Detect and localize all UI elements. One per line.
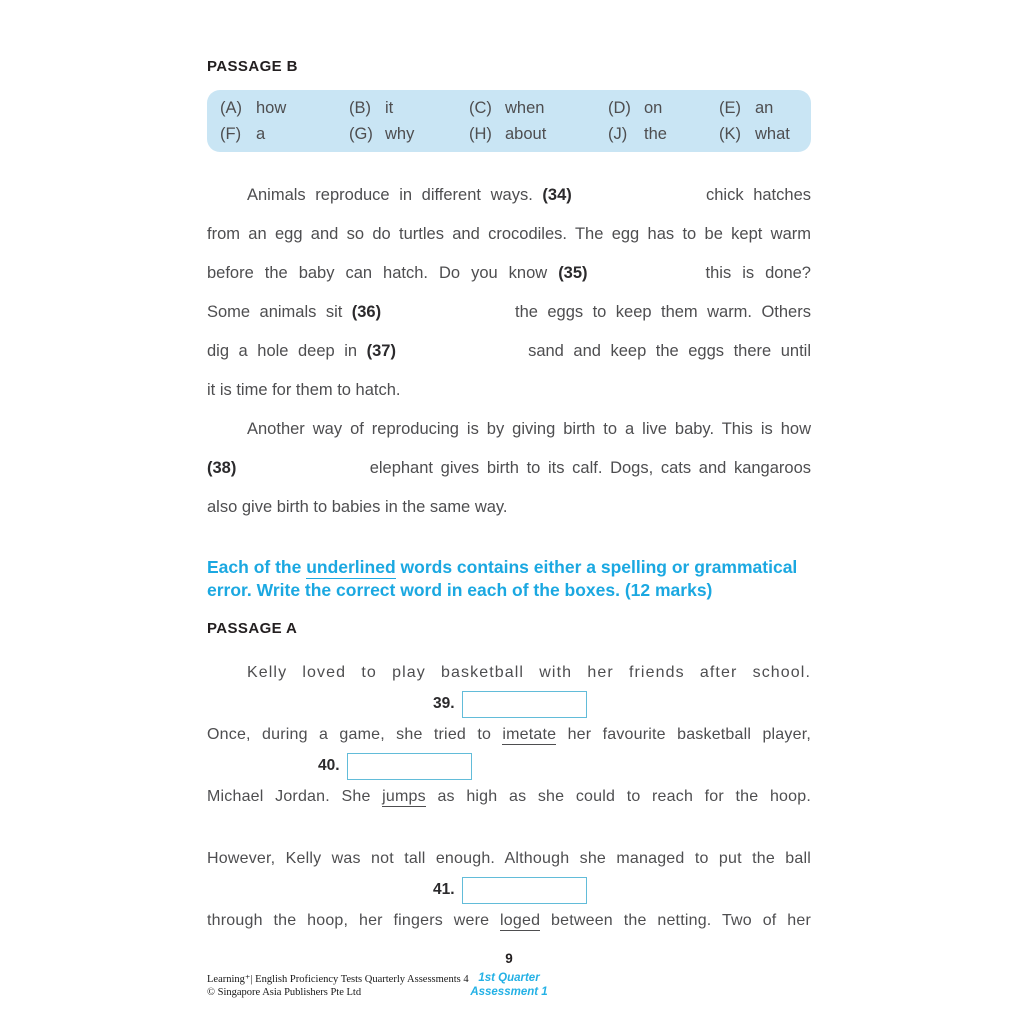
question-number: (35) [558, 264, 599, 282]
option-letter: (G) [349, 124, 373, 143]
text-span: error. Write the correct word in each of the boxes. (12 marks) [207, 579, 713, 600]
option-letter: (B) [349, 98, 371, 117]
page-number: 9 [505, 951, 513, 966]
text-line [207, 784, 811, 810]
text-line [207, 410, 811, 449]
underlined-word: jumps [382, 788, 426, 805]
option-letter: (A) [220, 98, 242, 117]
answer-box[interactable] [347, 753, 472, 780]
word-bank-option [349, 95, 469, 121]
answer-box[interactable] [462, 877, 587, 904]
text-line [207, 810, 811, 846]
option-letter: (F) [220, 124, 242, 143]
option-word: a [256, 124, 266, 143]
option-letter: (E) [719, 98, 741, 117]
text-span: it is time for them to hatch. [207, 381, 401, 399]
word-bank-option [349, 121, 469, 147]
correction-row [433, 876, 811, 904]
option-letter: (K) [719, 124, 741, 143]
option-word: it [385, 98, 394, 117]
text-span: sand and keep the eggs there until [528, 342, 811, 360]
text-line [207, 846, 811, 872]
text-line [207, 254, 811, 293]
option-word: on [644, 98, 663, 117]
text-line [207, 722, 811, 748]
text-span: words contains either a spelling or grammatical [400, 557, 798, 577]
question-number: (38) [207, 459, 245, 477]
option-word: when [505, 98, 545, 117]
answer-blank[interactable] [599, 263, 695, 278]
text-span: as high as she could to reach for the hoop. [437, 788, 811, 805]
footer-quarter-line1: 1st Quarter [478, 972, 540, 984]
text-line [207, 215, 811, 254]
option-word: what [755, 124, 790, 143]
question-number: (37) [366, 342, 406, 360]
option-word: the [644, 124, 667, 143]
underlined-word: loged [500, 912, 541, 929]
passage-b-text [207, 176, 811, 527]
question-number: 39. [433, 695, 455, 712]
passage-b-heading: PASSAGE B [207, 58, 298, 75]
option-letter: (D) [608, 98, 631, 117]
question-number: (34) [542, 186, 582, 204]
footer-credit [207, 973, 469, 999]
answer-blank[interactable] [244, 458, 362, 473]
correction-row [433, 690, 811, 718]
instruction-heading [207, 556, 811, 601]
text-span: from an egg and so do turtles and crocodiles. The egg has to be kept warm [207, 225, 811, 243]
text-span: chick hatches [706, 186, 811, 204]
answer-blank[interactable] [581, 185, 696, 200]
text-line [207, 449, 811, 488]
passage-a-heading: PASSAGE A [207, 620, 298, 637]
word-bank-option [220, 95, 349, 121]
text-line [207, 556, 811, 579]
text-line [207, 908, 811, 934]
text-line [207, 579, 811, 602]
answer-box[interactable] [462, 691, 587, 718]
word-bank-option [608, 95, 719, 121]
text-span: dig a hole deep in [207, 342, 367, 360]
question-number: (36) [351, 303, 391, 321]
option-letter: (H) [469, 124, 492, 143]
option-word: why [385, 124, 415, 143]
option-word: about [505, 124, 547, 143]
passage-a-text [207, 660, 811, 934]
answer-blank[interactable] [391, 302, 506, 317]
text-line [207, 176, 811, 215]
text-span: Animals reproduce in different ways. [247, 186, 543, 204]
text-line [207, 660, 811, 686]
underlined-word: underlined [306, 557, 396, 577]
underlined-word: imetate [502, 726, 557, 743]
word-bank-option [608, 121, 719, 147]
text-span: the eggs to keep them warm. Others [514, 303, 811, 321]
text-span: also give birth to babies in the same way. [207, 498, 508, 516]
word-bank-option [719, 95, 811, 121]
word-bank-option [469, 121, 608, 147]
word-bank-option [220, 121, 349, 147]
text-span: through the hoop, her fingers were [207, 912, 501, 929]
text-line [207, 293, 811, 332]
correction-row [318, 752, 811, 780]
option-word: an [755, 98, 774, 117]
text-span: her favourite basketball player, [567, 726, 811, 743]
text-span: However, Kelly was not tall enough. Although she managed to put the ball [207, 850, 811, 867]
footer-credit-line2: © Singapore Asia Publishers Pte Ltd [207, 987, 362, 998]
text-line [207, 332, 811, 371]
text-span: Another way of reproducing is by giving birth to a live baby. This is how [247, 420, 811, 438]
word-bank-option [719, 121, 811, 147]
text-span: this is done? [705, 264, 811, 282]
text-span: Once, during a game, she tried to [207, 726, 503, 743]
word-bank-option [469, 95, 608, 121]
text-span: Michael Jordan. She [207, 788, 383, 805]
question-number: 41. [433, 881, 455, 898]
footer-credit-line1: Learning⁺| English Proficiency Tests Quarterly Assessments 4 [207, 974, 469, 985]
question-number: 40. [318, 757, 340, 774]
text-span: Each of the [207, 557, 307, 577]
text-line [207, 371, 811, 410]
option-letter: (J) [608, 124, 628, 143]
answer-blank[interactable] [406, 341, 519, 356]
option-word: how [256, 98, 287, 117]
text-line [207, 488, 811, 527]
text-span: between the netting. Two of her [551, 912, 811, 929]
text-span: Some animals sit [207, 303, 352, 321]
footer-quarter-line2: Assessment 1 [470, 985, 548, 998]
word-bank [207, 90, 811, 152]
text-span: elephant gives birth to its calf. Dogs, cats and kangaroos [369, 459, 812, 477]
option-letter: (C) [469, 98, 492, 117]
text-span: Kelly loved to play basketball with her friends after school. [247, 664, 811, 681]
text-span: before the baby can hatch. Do you know [207, 264, 559, 282]
